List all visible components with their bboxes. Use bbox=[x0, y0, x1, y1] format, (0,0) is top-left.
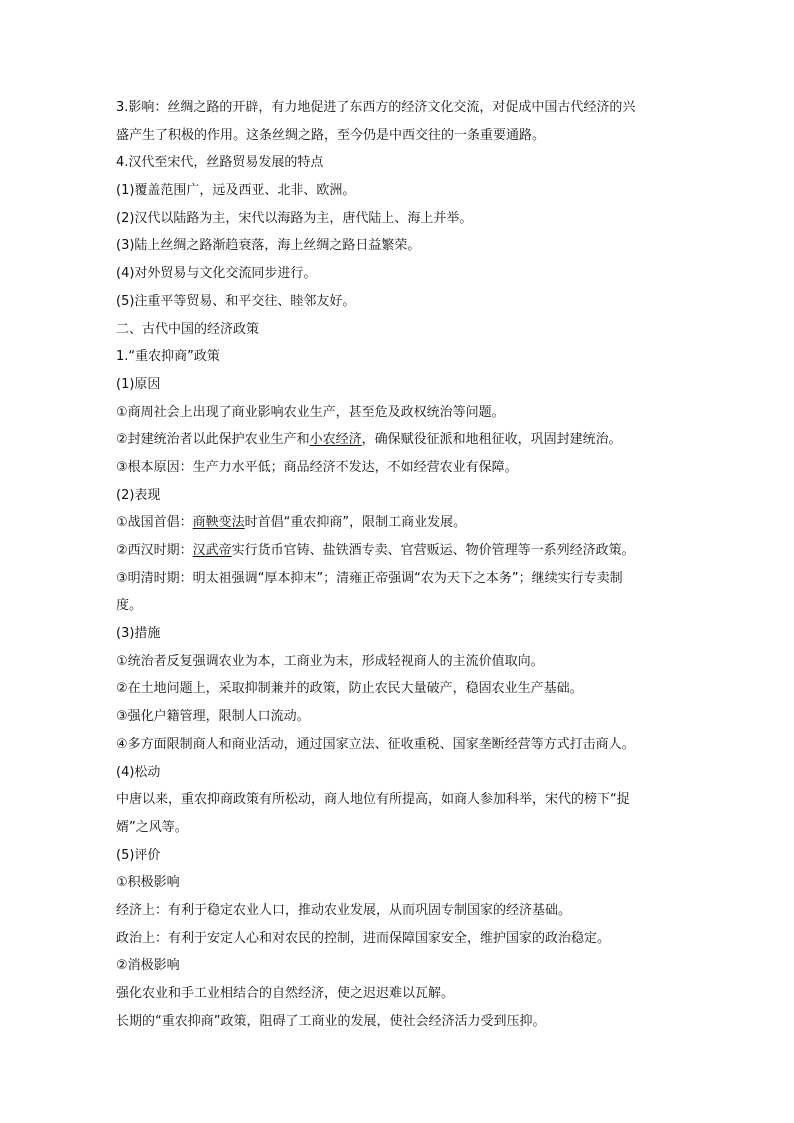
text-line: (3)陆上丝绸之路渐趋衰落，海上丝绸之路日益繁荣。 bbox=[116, 238, 421, 254]
text-line bbox=[116, 426, 682, 454]
section-heading: 1.“重农抑商”政策 bbox=[116, 349, 220, 365]
text-line bbox=[116, 537, 682, 565]
text-line: 3.影响：丝绸之路的开辟，有力地促进了东西方的经济文化交流，对促成中国古代经济的兴 bbox=[116, 100, 636, 115]
text-line: ④多方面限制商人和商业活动，通过国家立法、征收重税、国家垄断经营等方式打击商人。 bbox=[116, 736, 635, 752]
text-segment: 时首倡“重农抑商”，限制工商业发展。 bbox=[244, 515, 467, 531]
text-line: 婿”之风等。 bbox=[116, 819, 188, 835]
text-segment: ，确保赋役征派和地租征收，巩固封建统治。 bbox=[361, 432, 622, 448]
document-body bbox=[116, 94, 682, 1035]
text-segment: ①战国首倡： bbox=[116, 515, 193, 531]
term-link[interactable]: 汉武帝 bbox=[192, 543, 232, 558]
subsection-heading: (1)原因 bbox=[116, 376, 161, 392]
subsection-heading: (3)措施 bbox=[116, 626, 161, 642]
text-segment: ②西汉时期： bbox=[116, 543, 193, 558]
text-line: 经济上：有利于稳定农业人口，推动农业发展，从而巩固专制国家的经济基础。 bbox=[116, 902, 572, 918]
text-line: (2)汉代以陆路为主，宋代以海路为主，唐代陆上、海上并举。 bbox=[116, 210, 473, 226]
text-line: 盛产生了积极的作用。这条丝绸之路，至今仍是中西交往的一条重要通路。 bbox=[116, 127, 546, 143]
text-line: ③根本原因：生产力水平低；商品经济不发达，不如经营农业有保障。 bbox=[116, 459, 518, 475]
term-link[interactable]: 小农经济 bbox=[309, 432, 362, 448]
text-line: ①统治者反复强调农业为本，工商业为末，形成轻视商人的主流价值取向。 bbox=[116, 653, 544, 669]
text-line: 强化农业和手工业相结合的自然经济，使之迟迟难以瓦解。 bbox=[116, 986, 455, 1001]
subsection-heading: (5)评价 bbox=[116, 847, 161, 863]
chapter-heading: 二、古代中国的经济政策 bbox=[116, 321, 260, 337]
term-link[interactable]: 商鞅变法 bbox=[192, 515, 245, 531]
text-line: ②消极影响 bbox=[116, 958, 180, 974]
text-line: ③强化户籍管理，限制人口流动。 bbox=[116, 709, 310, 725]
text-line: (5)注重平等贸易、和平交往、睦邻友好。 bbox=[116, 293, 356, 309]
text-line: (1)覆盖范围广，远及西亚、北非、欧洲。 bbox=[116, 183, 356, 199]
text-line: ①积极影响 bbox=[116, 875, 180, 891]
text-line: ①商周社会上出现了商业影响农业生产，甚至危及政权统治等问题。 bbox=[116, 404, 505, 420]
text-line: 政治上：有利于安定人心和对农民的控制，进而保障国家安全，维护国家的政治稳定。 bbox=[116, 930, 611, 946]
text-line: 长期的“重农抑商”政策，阻碍了工商业的发展，使社会经济活力受到压抑。 bbox=[116, 1013, 546, 1029]
subsection-heading: (2)表现 bbox=[116, 487, 161, 503]
subsection-heading: (4)松动 bbox=[116, 764, 161, 780]
text-line: ③明清时期：明太祖强调“厚本抑末”；清雍正帝强调“农为天下之本务”；继续实行专卖制 bbox=[116, 570, 623, 586]
text-line bbox=[116, 509, 682, 537]
text-line: (4)对外贸易与文化交流同步进行。 bbox=[116, 266, 317, 282]
text-segment: ②封建统治者以此保护农业生产和 bbox=[116, 432, 310, 448]
text-line: 中唐以来，重农抑商政策有所松动，商人地位有所提高，如商人参加科举，宋代的榜下“捉 bbox=[116, 792, 630, 808]
section-heading: 4.汉代至宋代，丝路贸易发展的特点 bbox=[116, 155, 324, 171]
text-line: ②在土地问题上，采取抑制兼并的政策，防止农民大量破产，稳固农业生产基础。 bbox=[116, 681, 583, 697]
text-segment: 实行货币官铸、盐铁酒专卖、官营贩运、物价管理等一系列经济政策。 bbox=[231, 543, 635, 558]
text-line: 度。 bbox=[116, 598, 143, 614]
